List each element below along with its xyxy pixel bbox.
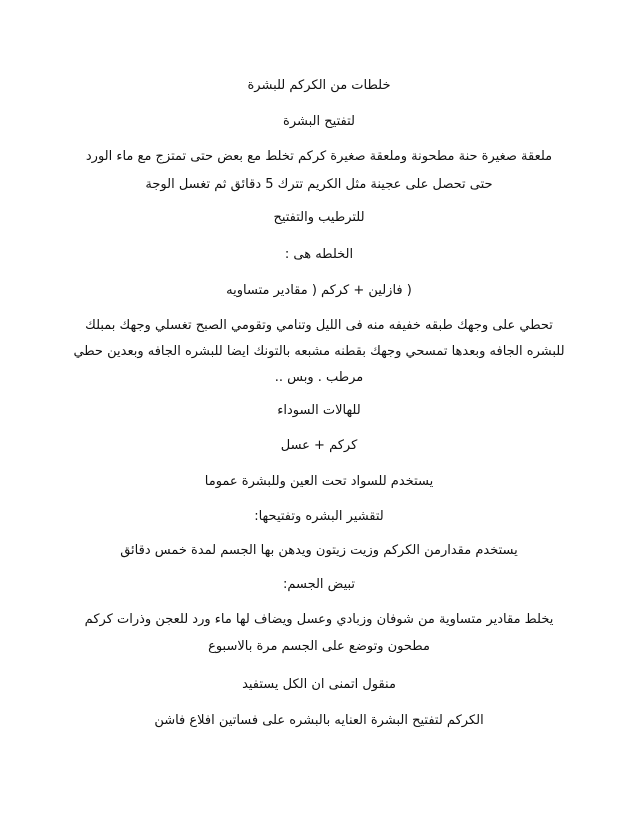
footer-line: الكركم لتفتيح البشرة العنايه بالبشره على فساتين افلاع فاشن [154, 713, 484, 728]
paragraph-line: للبشره الجافه وبعدها تمسحي وجهك بقطنه مشبعه بالتونك ايضا للبشره الجافه وبعدين حطي [73, 344, 565, 359]
paragraph-line: حتى تحصل على عجينة مثل الكريم تترك 5 دقائق ثم تغسل الوجة [145, 177, 493, 192]
paragraph-line: منقول اتمنى ان الكل يستفيد [242, 677, 396, 692]
paragraph-line: الخلطه هى : [284, 247, 354, 262]
section-heading: لتفتيح البشرة [283, 114, 355, 129]
paragraph-line: كركم + عسل [280, 438, 358, 453]
doc-title: خلطات من الكركم للبشرة [247, 78, 391, 93]
paragraph-line: يخلط مقادير متساوية من شوفان وزبادي وعسل ويضاف لها ماء ورد للعجن وذرات كركم [84, 612, 554, 627]
paragraph-line: تحطي على وجهك طبقه خفيفه منه فى الليل وتنامي وتقومي الصبح تغسلي وجهك بمبلك [85, 318, 553, 333]
paragraph-line: يستخدم للسواد تحت العين وللبشرة عموما [204, 474, 434, 489]
paragraph-line: ملعقة صغيرة حنة مطحونة وملعقة صغيرة كركم تخلط مع بعض حتى تمتزج مع ماء الورد [85, 149, 553, 164]
section-heading: تبيض الجسم: [282, 577, 356, 592]
paragraph-line: ( فازلين + كركم ( مقادير متساويه [226, 283, 412, 298]
paragraph-line: مطحون وتوضع على الجسم مرة بالاسبوع [208, 639, 430, 654]
section-heading: للهالات السوداء [277, 403, 361, 418]
section-heading: لتقشير البشره وتفتيحها: [254, 509, 384, 524]
paragraph-line: يستخدم مقدارمن الكركم وزيت زيتون ويدهن بها الجسم لمدة خمس دقائق [120, 543, 518, 558]
section-heading: للترطيب والتفتيح [273, 210, 365, 225]
paragraph-line: مرطب . وبس .. [274, 370, 364, 385]
